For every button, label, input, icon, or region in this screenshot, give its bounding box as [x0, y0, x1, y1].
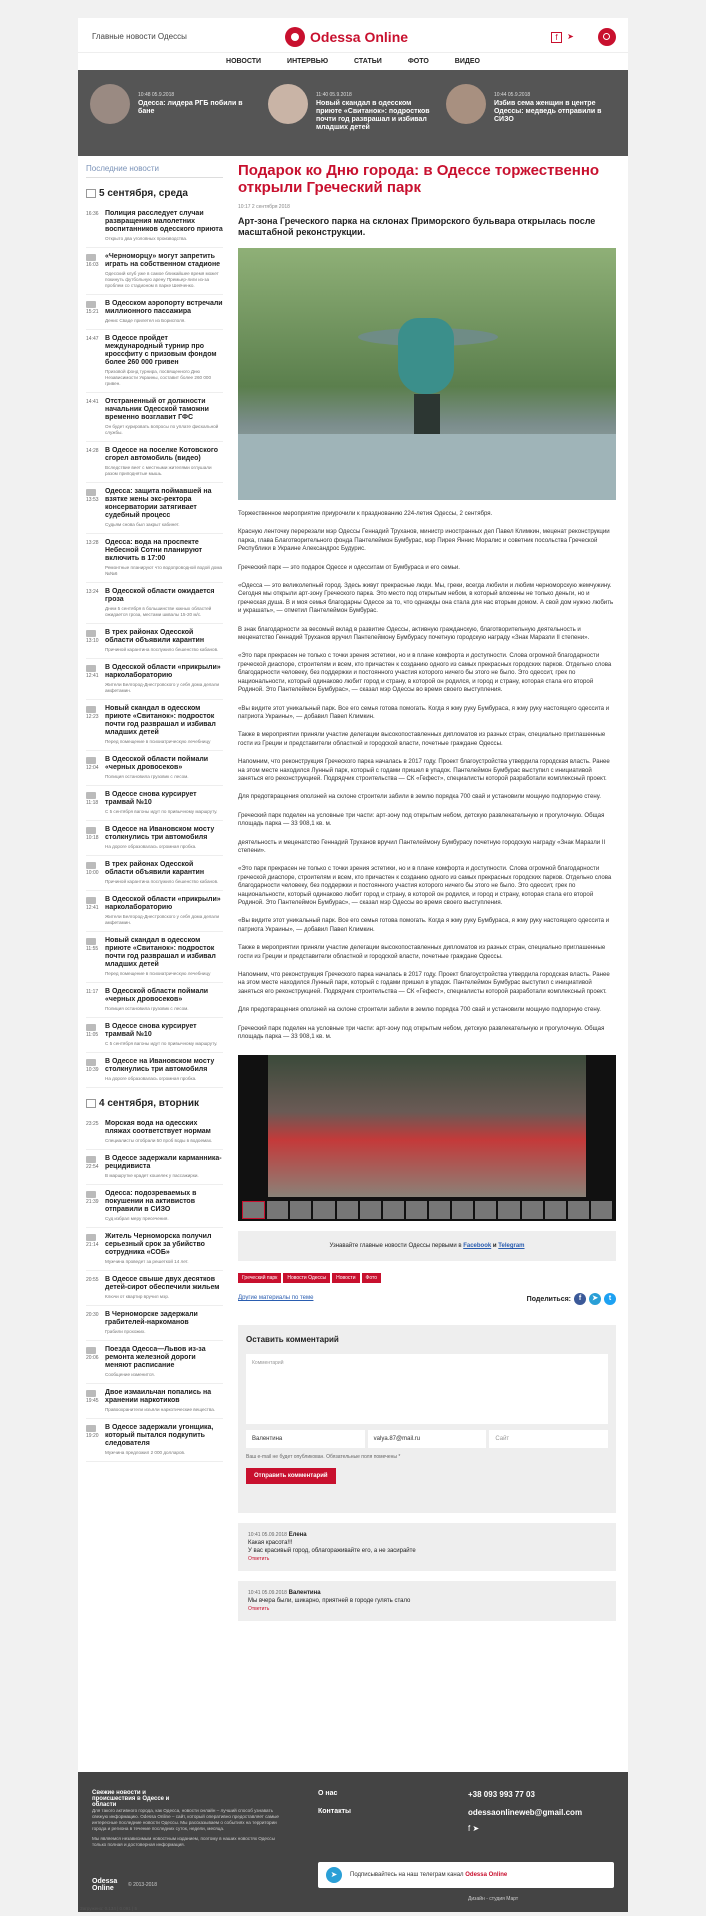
sidebar-news-item[interactable] — [86, 856, 223, 891]
camera-icon — [86, 1191, 96, 1198]
sidebar-news-item[interactable] — [86, 932, 223, 983]
news-time: 13:24 — [86, 589, 99, 595]
news-snippet: Полиция остановила грузовик с лесом. — [105, 1006, 189, 1011]
news-headline[interactable]: В Одесской области «прикрыли» нарколабораторию — [105, 664, 221, 679]
comment-form-title: Оставить комментарий — [246, 1335, 339, 1345]
news-time: 10:18 — [86, 835, 99, 841]
article-paragraph: В знак благодарности за весомый вклад в развитие Одессы, активную гражданскую, благотворительную деятельность и меценатство Геннадий Труханов вручил Пантелеймону Бумбурасу почетную городскую награду «Знак Маразли II степени». — [238, 625, 590, 642]
twitter-share-icon[interactable]: t — [604, 1293, 616, 1305]
sidebar-news-item[interactable] — [86, 1271, 223, 1306]
sidebar-news-item[interactable] — [86, 1419, 223, 1462]
news-snippet: Днем 5 сентября в большинстве южных областей ожидается гроза, местами шквалы 15-20 м/с. — [105, 606, 212, 617]
news-title: Одесса: лидера РГБ побили в бане — [138, 100, 243, 115]
news-time: 10:44 05.9.2018 — [494, 92, 531, 98]
article-paragraph: Для предотвращения оползней на склоне строители забили в землю порядка 700 свай и установили мощную подпорную стену. — [238, 793, 601, 801]
news-snippet: На дороге образовалась огромная пробка. — [105, 844, 197, 849]
news-time: 12:23 — [86, 714, 99, 720]
news-time: 11:18 — [86, 800, 99, 806]
sidebar-news-item[interactable] — [86, 891, 223, 932]
comment-date: 10:41 05.09.2018 — [248, 1590, 287, 1597]
news-headline[interactable]: Полиция расследует случаи развращения малолетних воспитанников одесского приюта — [105, 210, 223, 233]
sidebar-news-item[interactable] — [86, 483, 223, 534]
sidebar-news-item[interactable] — [86, 1228, 223, 1271]
camera-icon — [86, 254, 96, 261]
news-time: 14:47 — [86, 336, 99, 342]
news-snippet: Жители Белгород-Днестровского у себя дома делали амфетамин. — [105, 914, 220, 925]
news-snippet: Специалисты отобрали 50 проб воды в водоемах. — [105, 1138, 213, 1143]
related-link[interactable]: Другие материалы по теме — [238, 1295, 314, 1302]
phone[interactable]: +38 093 993 77 03 — [468, 1790, 535, 1799]
news-thumbnail — [90, 84, 130, 124]
sidebar-news-item[interactable] — [86, 1384, 223, 1419]
news-snippet: Ремонтные планируют что водопроводной водой дома №№6 — [105, 565, 223, 576]
sidebar-news-item[interactable] — [86, 534, 223, 583]
news-headline[interactable]: В Одессе пройдет международный турнир про кроссфиту с призовым фондом более 260 000 гривен — [105, 335, 217, 366]
news-snippet: Перед помещение в психиатрическую лечебницу — [105, 739, 211, 744]
news-time: 19:45 — [86, 1398, 99, 1404]
sidebar-news-item[interactable] — [86, 1018, 223, 1053]
footer-heading: Свежие новости и происшествия в Одессе и области — [92, 1790, 170, 1808]
latest-news-sidebar — [86, 158, 223, 1462]
article-tags — [238, 1273, 616, 1283]
sidebar-news-item[interactable] — [86, 330, 223, 393]
footer — [78, 1772, 628, 1912]
news-snippet: Причиной карантина послужило бешенство кабанов. — [105, 647, 219, 652]
news-snippet: На дороге образовалась огромная пробка. — [105, 1076, 197, 1081]
news-snippet: С 5 сентября вагоны идут по привычному маршруту. — [105, 809, 218, 814]
news-headline[interactable]: Одесса: вода на проспекте Небесной Сотни планируют включить в 17:00 — [105, 539, 203, 562]
reply-link[interactable]: Ответить — [248, 1556, 270, 1563]
sidebar-news-item[interactable] — [86, 1341, 223, 1384]
news-time: 23:25 — [86, 1121, 99, 1127]
news-time: 20:55 — [86, 1277, 99, 1283]
sidebar-date — [86, 1098, 223, 1109]
news-time: 11:55 — [86, 946, 99, 952]
camera-icon — [86, 1156, 96, 1163]
footer-social — [468, 1824, 479, 1833]
news-headline[interactable]: В Одессе задержали угонщика, который пытался подкупить следователя — [105, 1424, 214, 1447]
news-headline[interactable]: В Одессе задержали карманника-рецидивиста — [105, 1155, 222, 1170]
news-headline[interactable]: Новый скандал в одесском приюте «Свитанок»: подросток почти год разврашал и избивал младших детей — [105, 937, 216, 968]
news-time: 11:40 05.9.2018 — [316, 92, 352, 98]
news-snippet: Судьям снова был закрыт кабинет. — [105, 522, 180, 527]
news-headline[interactable]: В Одессе свыше двух десятков детей-сирот обеспечили жильем — [105, 1276, 220, 1291]
news-snippet: Ключи от квартир вручил мэр. — [105, 1294, 170, 1299]
news-time: 13:28 — [86, 540, 99, 546]
comment-textarea[interactable]: Комментарий — [246, 1354, 608, 1424]
email[interactable]: odessaonlineweb@gmail.com — [468, 1808, 583, 1817]
top-news-item[interactable] — [268, 84, 438, 144]
sidebar-news-item[interactable] — [86, 248, 223, 295]
camera-icon — [86, 792, 96, 799]
article-paragraph: «Одесса — это великолепный город. Здесь живут прекрасные люди. Мы, греки, всегда любили и любим черноморскую жемчужину. Сегодня мы открыли арт-зону Греческого парка. Это место под открытым небом, в который вложены не только деньги, но и греческая душа. В и моя семья благодарны Одессе за то, что однажды она стала для нас вторым домом. А свой дом нужно любить и украшать», — отметил Пантелеймон Бумбурас. — [238, 582, 614, 615]
article-lead: Арт-зона Греческого парка на склонах Приморского бульвара открылась после масштабной реконструкции. — [238, 216, 596, 237]
facebook-share-icon[interactable]: f — [574, 1293, 586, 1305]
article-paragraph: Напомним, что реконструкция Греческого парка началась в 2017 году. Проект благоустройства утвердила городская власть. Ранее на этом месте находился Лунный парк, который с годами пришел в упадок. Пантелеймон Бумбурас выступил с инициативой заняться его реконструкцией. Подрядчик строительства — СК «Гефест», специалисты которой разработали комплексный проект. — [238, 758, 610, 782]
sidebar-news-item[interactable] — [86, 442, 223, 483]
camera-icon — [86, 897, 96, 904]
copyright: © 2013-2018 — [128, 1882, 157, 1888]
name-field[interactable]: Валентина — [246, 1430, 365, 1448]
camera-icon — [86, 1425, 96, 1432]
date-label: 5 сентября, среда — [99, 188, 188, 199]
news-headline[interactable]: В Одессе снова курсирует трамвай №10 — [105, 1023, 197, 1038]
news-snippet: Перед помещение в психиатрическую лечебницу — [105, 971, 211, 976]
camera-icon — [86, 827, 96, 834]
news-headline[interactable]: В Одессе на поселке Котовского сгорел автомобиль (видео) — [105, 447, 218, 462]
camera-icon — [86, 862, 96, 869]
news-snippet: С 5 сентября вагоны идут по привычному маршруту. — [105, 1041, 218, 1046]
sidebar-title: Последние новости — [86, 158, 223, 178]
camera-icon — [86, 301, 96, 308]
sidebar-date — [86, 188, 223, 199]
news-headline[interactable]: Двое измаильчан попались на хранении наркотиков — [105, 1389, 212, 1404]
camera-icon — [86, 1059, 96, 1066]
top-news-item[interactable] — [446, 84, 616, 144]
article-paragraph: Греческий парк — это подарок Одессе и одесситам от Бумбураса и его семьи. — [238, 563, 460, 571]
news-headline[interactable]: В Одессе на Ивановском мосту столкнулись три автомобиля — [105, 826, 215, 841]
news-title: Новый скандал в одесском приюте «Свитанок»: подростков почти год разврашал и избивал младших детей — [316, 100, 430, 131]
calendar-icon — [86, 1099, 96, 1108]
camera-icon — [86, 706, 96, 713]
news-time: 21:14 — [86, 1242, 99, 1248]
nav-interview[interactable]: ИНТЕРВЬЮ — [287, 58, 329, 65]
news-time: 16:03 — [86, 262, 99, 268]
comment-form — [238, 1325, 616, 1513]
sidebar-news-item[interactable] — [86, 659, 223, 700]
nav-photo[interactable]: ФОТО — [407, 58, 429, 65]
about-link[interactable]: О нас — [318, 1790, 338, 1797]
comment — [238, 1523, 616, 1571]
tag[interactable]: Фото — [362, 1273, 382, 1283]
design-credit[interactable]: Дизайн - студия Март — [468, 1896, 519, 1902]
share-block — [527, 1293, 616, 1305]
nav-news[interactable]: НОВОСТИ — [226, 58, 262, 65]
news-time: 12:41 — [86, 673, 99, 679]
news-snippet: Полиция остановила грузовик с лесом. — [105, 774, 189, 779]
sidebar-news-item[interactable] — [86, 1306, 223, 1341]
comment-text: У вас красивый город, облагораживайте его, а не засирайте — [248, 1548, 416, 1555]
camera-icon — [86, 489, 96, 496]
sidebar-news-item[interactable] — [86, 1185, 223, 1228]
comment-text: Какая красота!!! — [248, 1540, 293, 1547]
article-paragraph: Также в мероприятии приняли участие делегации высокопоставленных дипломатов из разных стран, специально приглашенные гости из Греции и представители областной и городской власти, почетные граждане Одессы. — [238, 944, 606, 960]
article-paragraph: «Вы видите этот уникальный парк. Все его семья готова помогать. Когда я жму руку Бумбураса, я жму руку настоящего одессита и патриота Украины», — добавил Павел Климкин. — [238, 704, 610, 720]
article-paragraph: Торжественное мероприятие приурочили к празднованию 224-летия Одессы, 2 сентября. — [238, 510, 493, 517]
news-time: 10:39 — [86, 1067, 99, 1073]
top-news-item[interactable] — [90, 84, 260, 144]
telegram-text: Подписывайтесь на наш телеграм канал — [350, 1872, 464, 1878]
article-paragraph: «Это парк прекрасен не только с точки зрения эстетики, но и в плане комфорта и доступности. Слова огромной благодарности греческой диаспоре, строителям и всем, кто причастен к созданию одного из самых прекрасных городских парков. Отдельно слова благодарности человеку, без поддержки и постоянного участия которого ничего бы этого не было. Это одессит, грек по национальности, который одинаково любит город и страну, в которой он родился, и город и страну, которая стала его второй Родиной. Это Пантелеймон Бумбурас», — сказал мэр Одессы во время своего выступления. — [238, 865, 612, 906]
subscribe-box — [238, 1231, 616, 1261]
email-field[interactable]: valya.87@mail.ru — [368, 1430, 487, 1448]
site-logo[interactable] — [285, 27, 408, 47]
telegram-share-icon[interactable]: ➤ — [589, 1293, 601, 1305]
news-snippet: В маршрутке крадет кошелек у пассажирки. — [105, 1173, 199, 1178]
submit-comment-button[interactable]: Отправить комментарий — [246, 1468, 336, 1484]
comment-author: Валентина — [288, 1590, 321, 1597]
camera-icon — [86, 1234, 96, 1241]
news-snippet: Призовой фонд турнира, посвященного Дню Независимости Украины, составит более 260 000 гривен. — [105, 369, 211, 386]
news-time: 20:30 — [86, 1312, 99, 1318]
sidebar-news-item[interactable] — [86, 1150, 223, 1185]
comment-text: Мы вчера были, шикарно, приятней в городе гулять стало — [248, 1598, 411, 1605]
main-content — [78, 156, 628, 1772]
subscribe-text: Узнавайте главные новости Одессы первыми в — [329, 1243, 462, 1250]
sidebar-news-item[interactable] — [86, 786, 223, 821]
comment — [238, 1581, 616, 1621]
article-paragraph: Также в мероприятии приняли участие делегации высокопоставленных дипломатов из разных стран, специально приглашенные гости из Греции и представители областной и городской власти, почетные граждане Одессы. — [238, 731, 606, 747]
news-snippet: Суд избрал меру пресечения. — [105, 1216, 169, 1221]
load-stats: Загружено: 0.134 | 0.091 | 5 — [80, 1906, 137, 1911]
news-headline[interactable]: В Одесской области ожидается гроза — [105, 588, 215, 603]
camera-icon — [86, 630, 96, 637]
article-paragraph: Напомним, что реконструкция Греческого парка началась в 2017 году. Проект благоустройства утвердила городская власть. Ранее на этом месте находился Лунный парк, который с годами пришел в упадок. Пантелеймон Бумбурас выступил с инициативой заняться его реконструкцией. Подрядчик строительства — СК «Гефест», специалисты которой разработали комплексный проект. — [238, 971, 610, 995]
article — [238, 158, 616, 1621]
calendar-icon — [86, 189, 96, 198]
subscribe-and: и — [492, 1243, 497, 1250]
sidebar-news-item[interactable] — [86, 624, 223, 659]
date-label: 4 сентября, вторник — [99, 1098, 199, 1109]
gallery-main-image — [268, 1055, 586, 1197]
news-headline[interactable]: Одесса: подозреваемых в покушении на активистов отправили в СИЗО — [105, 1190, 197, 1213]
news-snippet: Одесский клуб уже в самое ближайшее время может покинуть футбольную арену Премьер-лиги из-за проблем со стадионом в парке Шевченко. — [105, 271, 219, 288]
article-paragraph: деятельность и меценатство Геннадий Труханов вручил Пантелеймону Бумбурасу почетную городскую награду «Знак Маразли II степени». — [238, 838, 606, 854]
news-snippet: Денис Сваде прилетел из Борисполя. — [105, 318, 186, 323]
sidebar-news-item[interactable] — [86, 983, 223, 1018]
sidebar-news-item[interactable] — [86, 583, 223, 624]
camera-icon — [86, 938, 96, 945]
comment-date: 10:41 05.09.2018 — [248, 1532, 287, 1539]
contacts-link[interactable]: Контакты — [318, 1808, 352, 1815]
news-headline[interactable]: В Одесской области «прикрыли» нарколабораторию — [105, 896, 221, 911]
article-date: 10:17 2 сентября 2018 — [238, 204, 290, 210]
main-nav — [78, 52, 628, 70]
news-time: 21:39 — [86, 1199, 99, 1205]
news-headline[interactable]: В Черноморске задержали грабителей-наркоманов — [105, 1311, 198, 1326]
nav-articles[interactable]: СТАТЬИ — [354, 58, 382, 65]
telegram-subscribe[interactable] — [318, 1862, 614, 1888]
news-headline[interactable]: В Одессе снова курсирует трамвай №10 — [105, 791, 197, 806]
news-headline[interactable]: Морская вода на одесских пляжах соответствует нормам — [105, 1120, 211, 1135]
telegram-icon: ➤ — [326, 1867, 342, 1883]
news-snippet: Жители Белгород-Днестровского у себя дома делали амфетамин. — [105, 682, 220, 693]
site-tagline: Главные новости Одессы — [92, 32, 187, 41]
news-time: 11:05 — [86, 1032, 99, 1038]
news-headline[interactable]: В трех районах Одесской области объявили карантин — [105, 629, 205, 644]
form-note: Ваш e-mail не будет опубликован. Обязательные поля помечены * — [246, 1454, 401, 1461]
facebook-icon[interactable]: f — [468, 1824, 471, 1833]
article-paragraph: Красную ленточку перерезали мэр Одессы Геннадий Труханов, министр иностранных дел Павел Климкин, меценат реконструкции парка, глава Благотворительного фонда Пантелеймон Бумбурас, мэр Пирея Яннис Моралис и советник посольства Греческой Республики в Украине Александрос Будурис. — [238, 528, 610, 553]
tag[interactable]: Новости — [332, 1273, 359, 1283]
news-snippet: Он будет курировать вопросы по уплате фискальной службы. — [105, 424, 219, 435]
sidebar-news-item[interactable] — [86, 205, 223, 248]
news-headline[interactable]: Отстраненный от должности начальник Одесской таможни временно возглавит ГФС — [105, 398, 209, 421]
news-time: 16:36 — [86, 211, 99, 217]
camera-icon — [86, 665, 96, 672]
news-time: 12:41 — [86, 905, 99, 911]
telegram-icon[interactable]: ➤ — [567, 32, 574, 41]
sidebar-news-item[interactable] — [86, 751, 223, 786]
news-headline[interactable]: В Одесской области поймали «черных дровосеков» — [105, 756, 209, 771]
article-paragraph: Греческий парк поделен на условные три части: арт-зону под открытым небом, детскую развлекательную и прогулочную. Общая площадь парка — 33 908,1 кв. м. — [238, 1024, 605, 1041]
news-time: 12:04 — [86, 765, 99, 771]
news-headline[interactable]: Одесса: защита поймавшей на взятке жены экс-ректора консерватории затягивает судебный процесс — [105, 488, 212, 519]
footer-about — [92, 1808, 282, 1848]
search-button[interactable] — [598, 28, 616, 46]
sidebar-news-item[interactable] — [86, 393, 223, 442]
facebook-link[interactable]: Facebook — [463, 1243, 492, 1250]
photo-gallery[interactable] — [238, 1055, 616, 1221]
news-title: Избив сема женщин в центре Одессы: медведь отправили в СИЗО — [494, 100, 602, 123]
news-headline[interactable]: Поезда Одесса—Львов из-за ремонта железной дороги меняют расписание — [105, 1346, 206, 1369]
logo-icon — [285, 27, 305, 47]
news-time: 10:48 05.9.2018 — [138, 92, 175, 98]
sidebar-news-item[interactable] — [86, 1053, 223, 1088]
news-time: 13:10 — [86, 638, 99, 644]
news-time: 13:53 — [86, 497, 99, 503]
logo-text: Odessa Online — [310, 29, 409, 45]
footer-text: Для такого активного города, как Одесса, новости онлайн – лучший способ узнавать свежую информацию. Odessa Online – сайт, который оперативно предоставляет самые интересные последние новости Одессы. Мы рассказываем о событиях на территории города и региона в течение последних суток, недели, месяца. — [92, 1808, 279, 1831]
news-snippet: Правоохранители изъяли наркотические вещества. — [105, 1407, 216, 1412]
sidebar-news-item[interactable] — [86, 821, 223, 856]
camera-icon — [86, 1024, 96, 1031]
news-snippet: Причиной карантина послужило бешенство кабанов. — [105, 879, 219, 884]
news-time: 15:21 — [86, 309, 99, 315]
news-snippet: Вследствие веет с местными жителями оглушали разом приподнятые мышь. — [105, 465, 212, 476]
reply-link[interactable]: Ответить — [248, 1606, 270, 1613]
news-headline[interactable]: В Одесской области поймали «черных дровосеков» — [105, 988, 209, 1003]
footer-text: Мы являемся независимым новостным изданием, поэтому в наших новостях Одессы только полная и достоверная информация. — [92, 1836, 275, 1847]
news-headline[interactable]: В Одесском аэропорту встречали миллионного пассажира — [105, 300, 223, 315]
top-news-bar — [78, 70, 628, 156]
news-snippet: Открыто два уголовных производства. — [105, 236, 188, 241]
news-time: 14:41 — [86, 399, 99, 405]
news-headline[interactable]: «Черноморцу» могут запретить играть на собственном стадионе — [105, 253, 221, 268]
share-label: Поделиться: — [526, 1296, 571, 1304]
news-headline[interactable]: В Одессе на Ивановском мосту столкнулись три автомобиля — [105, 1058, 215, 1073]
news-time: 20:06 — [86, 1355, 99, 1361]
article-paragraph: «Это парк прекрасен не только с точки зрения эстетики, но и в плане комфорта и доступности. Слова огромной благодарности греческой диаспоре, строителям и всем, кто причастен к созданию одного из самых прекрасных городских парков. Отдельно слова благодарности человеку, без поддержки и постоянного участия которого ничего бы этого не было. Это одессит, грек по национальности, который одинаково любит город и страну, в которой он родился, и город и страну, которая стала его второй Родиной. Это Пантелеймон Бумбурас», — сказал мэр Одессы во время своего выступления. — [238, 652, 612, 694]
article-paragraph: «Вы видите этот уникальный парк. Все его семья готова помогать. Когда я жму руку Бумбураса, я жму руку настоящего одессита и патриота Украины», — добавил Павел Климкин. — [238, 917, 610, 933]
news-time: 19:20 — [86, 1433, 99, 1439]
article-paragraph: Греческий парк поделен на условные три части: арт-зону под открытым небом, детскую развлекательную и прогулочную. Общая площадь парка — 33 908,1 кв. м. — [238, 811, 605, 828]
news-snippet: Мужчина проведет за решеткой 14 лет. — [105, 1259, 189, 1264]
site-field[interactable]: Сайт — [489, 1430, 608, 1448]
news-headline[interactable]: Новый скандал в одесском приюте «Свитанок»: подросток почти год разврашал и избивал младших детей — [105, 705, 216, 736]
news-time: 10:00 — [86, 870, 99, 876]
gallery-thumbnails[interactable] — [242, 1201, 612, 1219]
sidebar-news-item[interactable] — [86, 1115, 223, 1150]
telegram-channel: Odessa Online — [465, 1872, 508, 1878]
news-thumbnail — [446, 84, 486, 124]
news-headline[interactable]: Житель Черноморска получил серьезный срок за убийство сотрудника «СОБ» — [105, 1233, 212, 1256]
news-headline[interactable]: В трех районах Одесской области объявили карантин — [105, 861, 205, 876]
news-time: 14:28 — [86, 448, 99, 454]
article-title: Подарок ко Дню города: в Одессе торжественно открыли Греческий парк — [238, 162, 600, 196]
sidebar-news-item[interactable] — [86, 295, 223, 330]
news-snippet: Сообщение изменится. — [105, 1372, 155, 1377]
news-time: 22:54 — [86, 1164, 99, 1170]
camera-icon — [86, 757, 96, 764]
facebook-icon[interactable]: f — [551, 32, 562, 43]
sidebar-news-item[interactable] — [86, 700, 223, 751]
article-hero-image — [238, 248, 616, 500]
footer-logo[interactable]: Odessa Online — [92, 1878, 118, 1892]
camera-icon — [86, 1347, 96, 1354]
article-paragraph: Для предотвращения оползней на склоне строители забили в землю порядка 700 свай и установили мощную подпорную стену. — [238, 1006, 601, 1014]
news-snippet: Грабили прохожих. — [105, 1329, 146, 1334]
tag[interactable]: Греческий парк — [238, 1273, 281, 1283]
telegram-link[interactable]: Telegram — [498, 1243, 525, 1250]
header — [78, 18, 628, 70]
camera-icon — [86, 1390, 96, 1397]
news-snippet: Мужчина предложил 2 000 долларов. — [105, 1450, 186, 1455]
news-time: 11:17 — [86, 989, 99, 995]
news-thumbnail — [268, 84, 308, 124]
comment-author: Елена — [288, 1532, 307, 1539]
telegram-icon[interactable]: ➤ — [472, 1824, 480, 1833]
nav-video[interactable]: ВИДЕО — [454, 58, 480, 65]
tag[interactable]: Новости Одессы — [283, 1273, 330, 1283]
